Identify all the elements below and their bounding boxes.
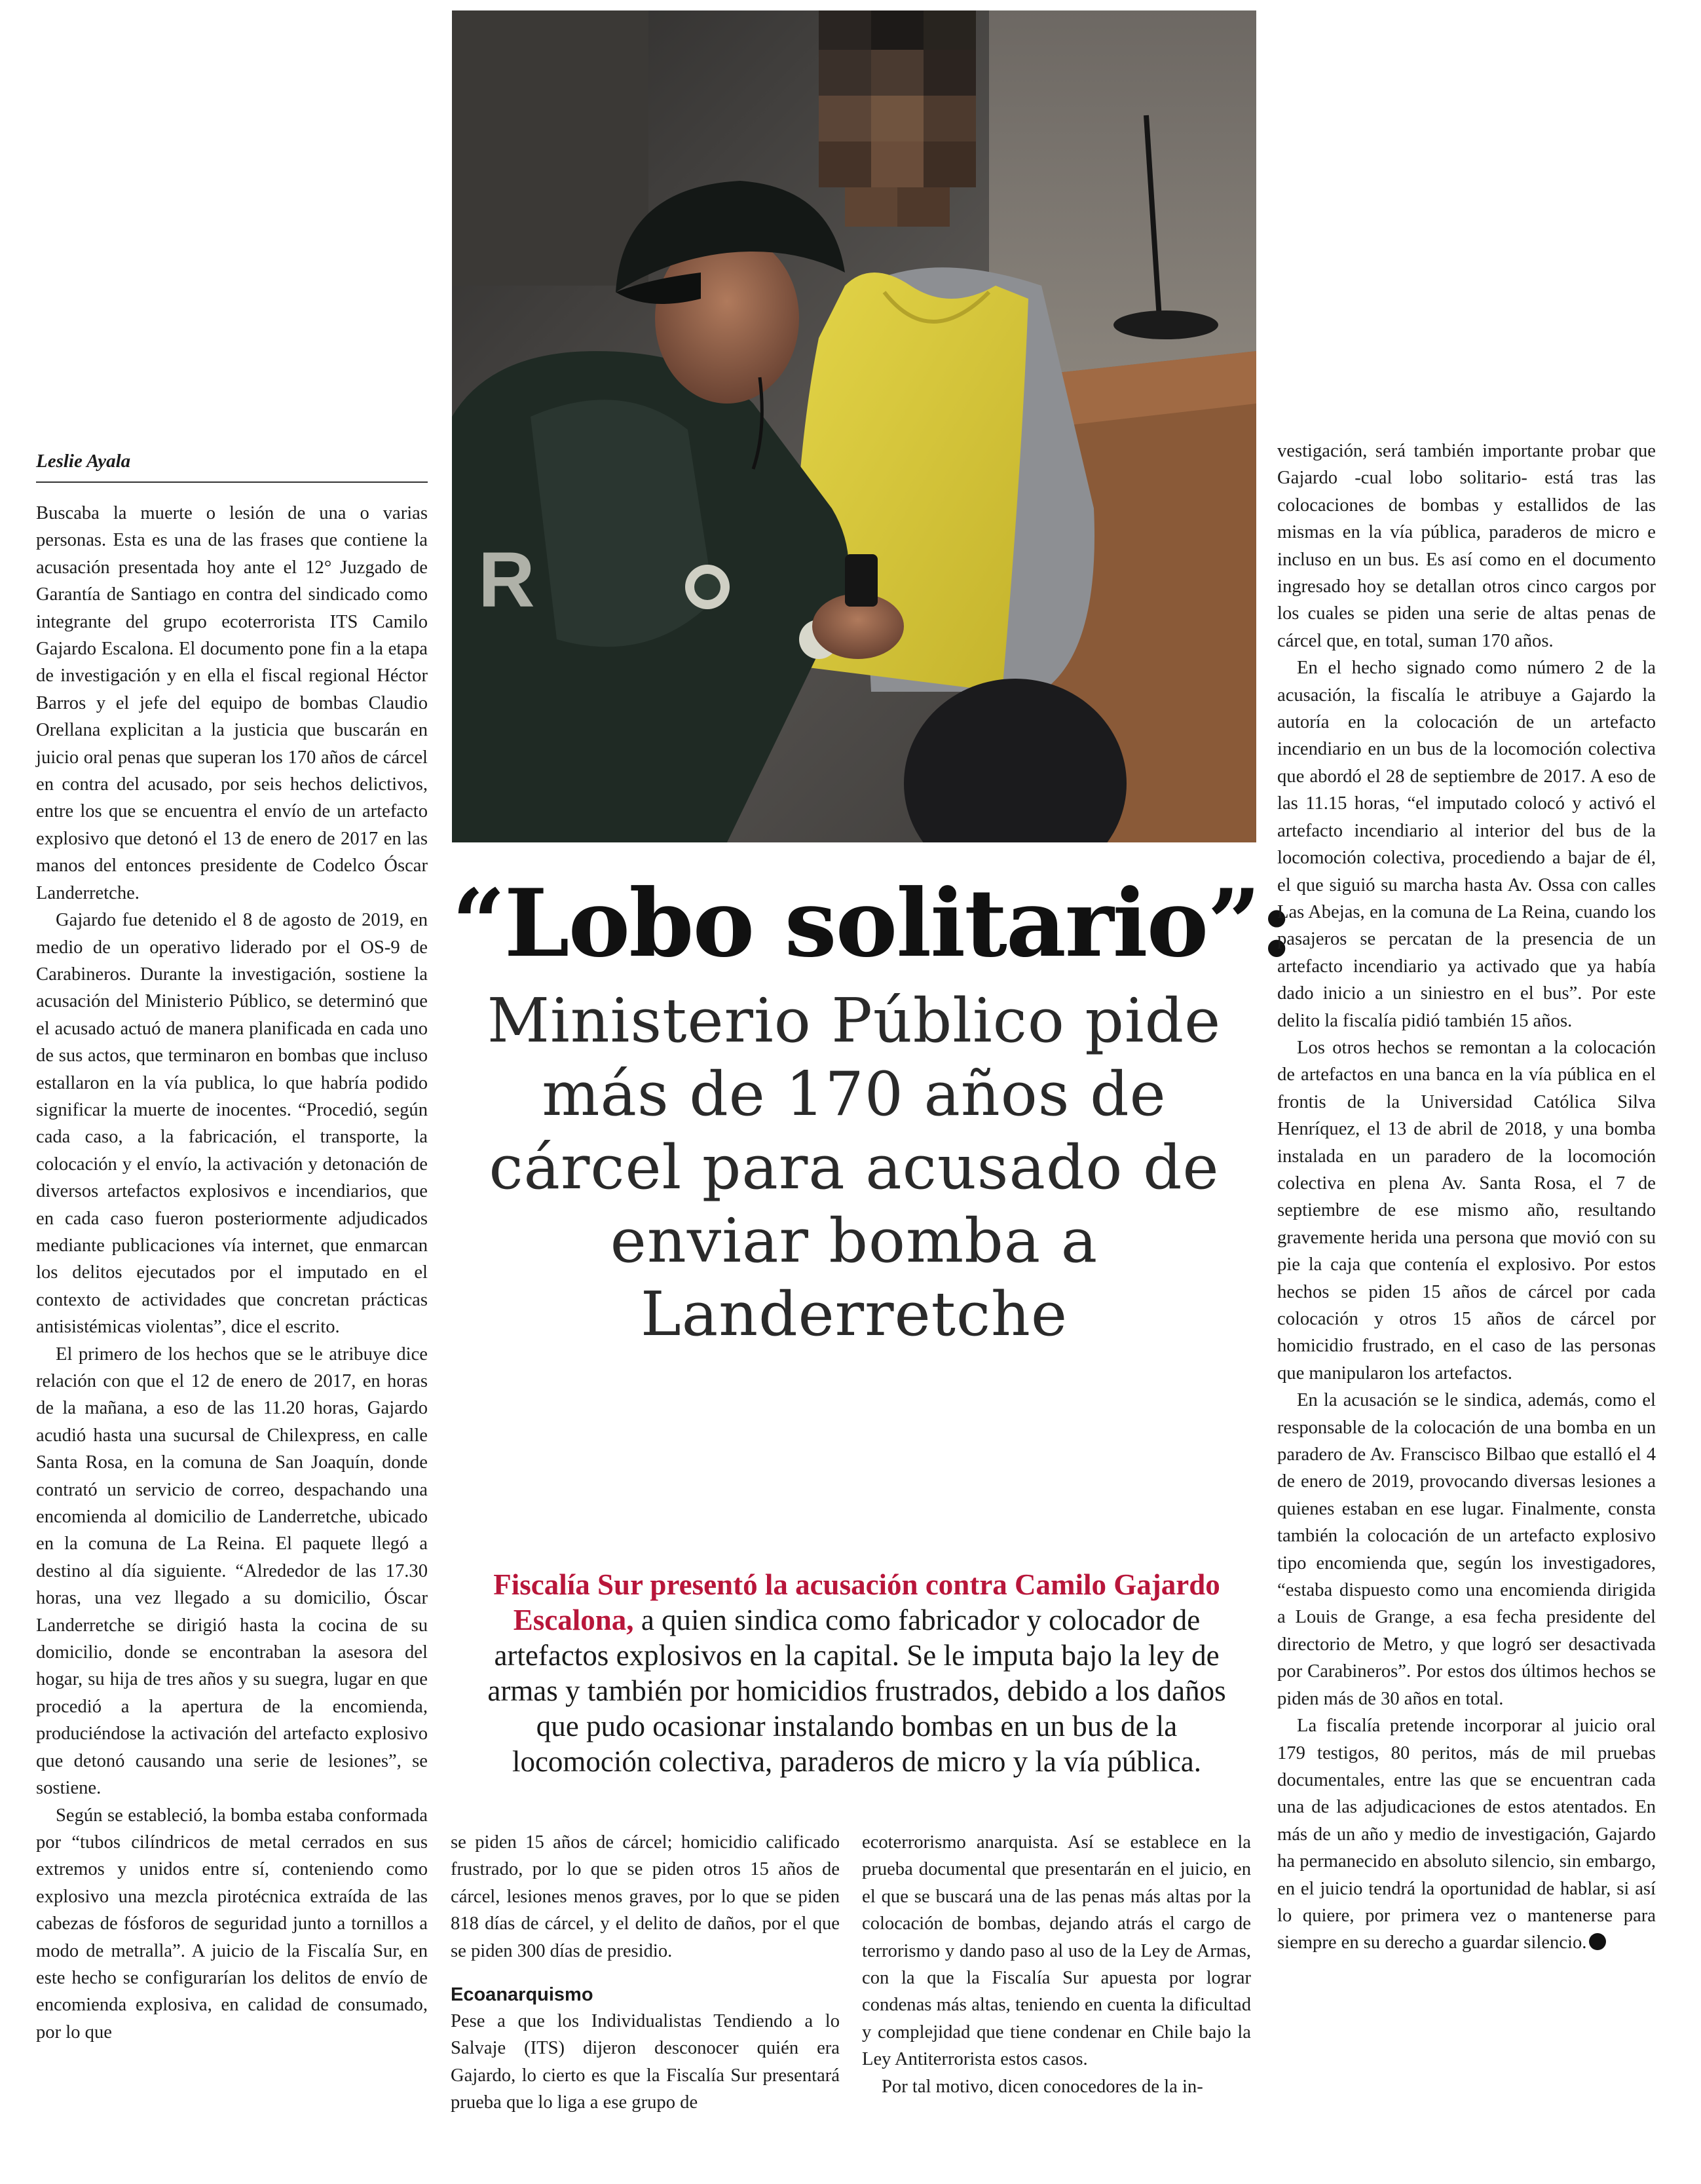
final-paragraph-text: La fiscalía pretende incorporar al juicio oral 179 testigos, 80 peritos, más de mil pruebas documentales, entre las que se encuentran cada una de las adjudicaciones de estos atentados. En más de un año y medio de investigación, Gajardo ha permanecido en absoluto silencio, sin embargo, en el juicio tendrá la oportunidad de hablar, si así lo quiere, por primera vez o mantenerse para siempre en su derecho a guardar silencio. (1277, 1716, 1656, 1953)
paragraph: vestigación, será también importante probar que Gajardo -cual lobo solitario- está tras las colocaciones de bombas y estallidos de las mismas en la vía pública, paraderos de micro e incluso en un bus. Es así como en el documento ingresado hoy se detallan otros cinco cargos por los cuales se piden una serie de altas penas de cárcel que, en total, suman 170 años. (1277, 441, 1656, 651)
byline: Leslie Ayala (36, 451, 428, 483)
headline-title: “Lobo solitario”: (452, 869, 1293, 978)
lead-text: a quien sindica como fabricador y colocador de artefactos explosivos en la capital. Se le imputa bajo la ley de armas y también por homicidios frustrados, debido a los daños que pudo ocasionar instalando bombas en un bus de la locomoción colectiva, paraderos de micro y la vía pública. (487, 1604, 1226, 1778)
article-column-mid1 (451, 1829, 840, 2117)
vest-letter: R (478, 536, 535, 624)
article-column-right (1277, 438, 1656, 1957)
paragraph: Pese a que los Individualistas Tendiendo a lo Salvaje (ITS) dijeron desconocer quién era Gajardo, lo cierto es que la Fiscalía Sur presentará prueba que lo liga a ese grupo de (451, 2011, 840, 2113)
paragraph: ecoterrorismo anarquista. Así se establece en la prueba documental que presentarán en el juicio, en el que se buscará una de las penas más altas por la colocación de bombas, dejando atrás el cargo de terrorismo y dando paso al uso de la Ley de Armas, con la que la Fiscalía Sur apuesta por lograr condenas más altas, teniendo en cuenta la dificultad y complejidad que tiene condenar en Chile bajo la Ley Antiterrorista estos casos. (862, 1832, 1251, 2070)
paragraph: se piden 15 años de cárcel; homicidio calificado frustrado, por lo que se piden otros 15 años de cárcel, lesiones menos graves, por lo que se piden 818 días de cárcel, y el delito de daños, por el que se piden 300 días de presidio. (451, 1832, 840, 1961)
paragraph: Buscaba la muerte o lesión de una o varias personas. Esta es una de las frases que contiene la acusación presentada hoy ante el 12° Juzgado de Garantía de Santiago en contra del sindicado como integrante del grupo ecoterrorista ITS Camilo Gajardo Escalona. El documento pone fin a la etapa de investigación y en ella el fiscal regional Héctor Barros y el jefe del equipo de bombas Claudio Orellana explicitan a la justicia que buscarán en juicio oral penas que superan los 170 años de cárcel en contra del acusado, por seis hechos delictivos, entre los que se encuentra el envío de un artefacto explosivo que detonó el 13 de enero de 2017 en las manos del entonces presidente de Codelco Óscar Landerretche. (36, 503, 428, 903)
paragraph: Gajardo fue detenido el 8 de agosto de 2019, en medio de un operativo liderado por el OS-9 de Carabineros. Durante la investigación, sostiene la acusación del Ministerio Público, se determinó que el acusado actuó de manera planificada en cada uno de sus actos, que terminaron en bombas que incluso estallaron en la vía publica, lo que habría podido significar la muerte de inocentes. “Procedió, según cada caso, a la fabricación, el transporte, la colocación y el envío, la activación y detonación de diversos artefactos explosivos e incendiarios, que en cada caso fueron posteriormente adjudicados mediante publicaciones vía internet, que enmarcan los delitos ejecutados por el imputado en el contexto de actividades que concretan prácticas antisistémicas violentas”, dice el escrito. (36, 910, 428, 1338)
news-photo (452, 10, 1256, 842)
paragraph: En la acusación se le sindica, además, como el responsable de la colocación de una bomba en un paradero de Av. Franscisco Bilbao que estalló el 4 de enero de 2019, provocando diversas lesiones a quienes estaban en ese lugar. Finalmente, consta también la colocación de un artefacto explosivo tipo encomienda que, según los investigadores, “estaba dispuesto como una encomienda dirigida a Louis de Grange, a esa fecha presidente del directorio de Metro, y que logró ser desactivada por Carabineros”. Por estos dos últimos hechos se piden más de 30 años en total. (1277, 1390, 1656, 1709)
article-column-mid2 (862, 1829, 1251, 2100)
paragraph: En el hecho signado como número 2 de la acusación, la fiscalía le atribuye a Gajardo la autoría en la colocación de un artefacto incendiario en un bus de la locomoción colectiva que abordó el 28 de septiembre de 2017. A eso de las 11.15 horas, “el imputado colocó y activó el artefacto incendiario al interior del bus de la locomoción colectiva, procediendo a bajar de él, el que siguió su marcha hasta Av. Ossa con calles Las Abejas, en la comuna de La Reina, cuando los pasajeros se percatan de la presencia de un artefacto incendiario ya activado que ya había dado inicio a un siniestro en el bus”. Por este delito la fiscalía pidió también 15 años. (1277, 658, 1656, 1031)
headline-subtitle: Ministerio Público pide más de 170 años de cárcel para acusado de enviar bomba a Landerretche (487, 985, 1222, 1349)
paragraph (1277, 1712, 1656, 1957)
lead-highlight: Fiscalía Sur presentó la acusación contra Camilo Gajardo Escalona, (493, 1568, 1220, 1636)
left-body (36, 500, 428, 2046)
lead-paragraph (470, 1567, 1243, 1779)
paragraph: Los otros hechos se remontan a la colocación de artefactos en una banca en la vía pública en el frontis de la Universidad Católica Silva Henríquez, el 13 de abril de 2018, y una bomba instalada en un paradero de la locomoción colectiva en plena Av. Santa Rosa, el 7 de septiembre de ese mismo año, resultando gravemente herida una persona que movió con su pie la caja que contenía el explosivo. Por estos hechos se piden 15 años de cárcel por cada colocación y otros 15 años de cárcel por homicidio frustrado, en el caso de las personas que manipularon los artefactos. (1277, 1037, 1656, 1384)
headline-block (452, 869, 1293, 1351)
article-column-left (36, 451, 428, 2046)
subhead: Ecoanarquismo (451, 1984, 593, 2006)
paragraph: Según se estableció, la bomba estaba conformada por “tubos cilíndricos de metal cerrados en sus extremos y unidos entre sí, conteniendo como explosivo una mezcla pirotécnica extraída de las cabezas de fósforos de seguridad junto a tornillos a modo de metralla”. A juicio de la Fiscalía Sur, en este hecho se configurarían los delitos de envío de encomienda explosiva, en calidad de consumado, por lo que (36, 1805, 428, 2043)
paragraph: El primero de los hechos que se le atribuye dice relación con que el 12 de enero de 2017, en horas de la mañana, a eso de las 11.20 horas, Gajardo acudió hasta una sucursal de Chilexpress, en calle Santa Rosa, en la comuna de San Joaquín, donde contrató un servicio de correo, despachando una encomienda al domicilio de Landerretche, ubicado en la comuna de La Reina. El paquete llegó a destino al día siguiente. “Alrededor de las 17.30 horas, una vez llegado a su domicilio, Óscar Landerretche se dirigió hasta la cocina de su domicilio, donde se encontraban la asesora del hogar, su hija de tres años y su suegra, lugar en que procedió a la apertura de la encomienda, produciéndose la activación del artefacto explosivo que detonó causando una serie de lesiones”, se sostiene. (36, 1344, 428, 1799)
paragraph: Por tal motivo, dicen conocedores de la in- (882, 2076, 1203, 2097)
end-of-article-icon (1589, 1933, 1606, 1950)
